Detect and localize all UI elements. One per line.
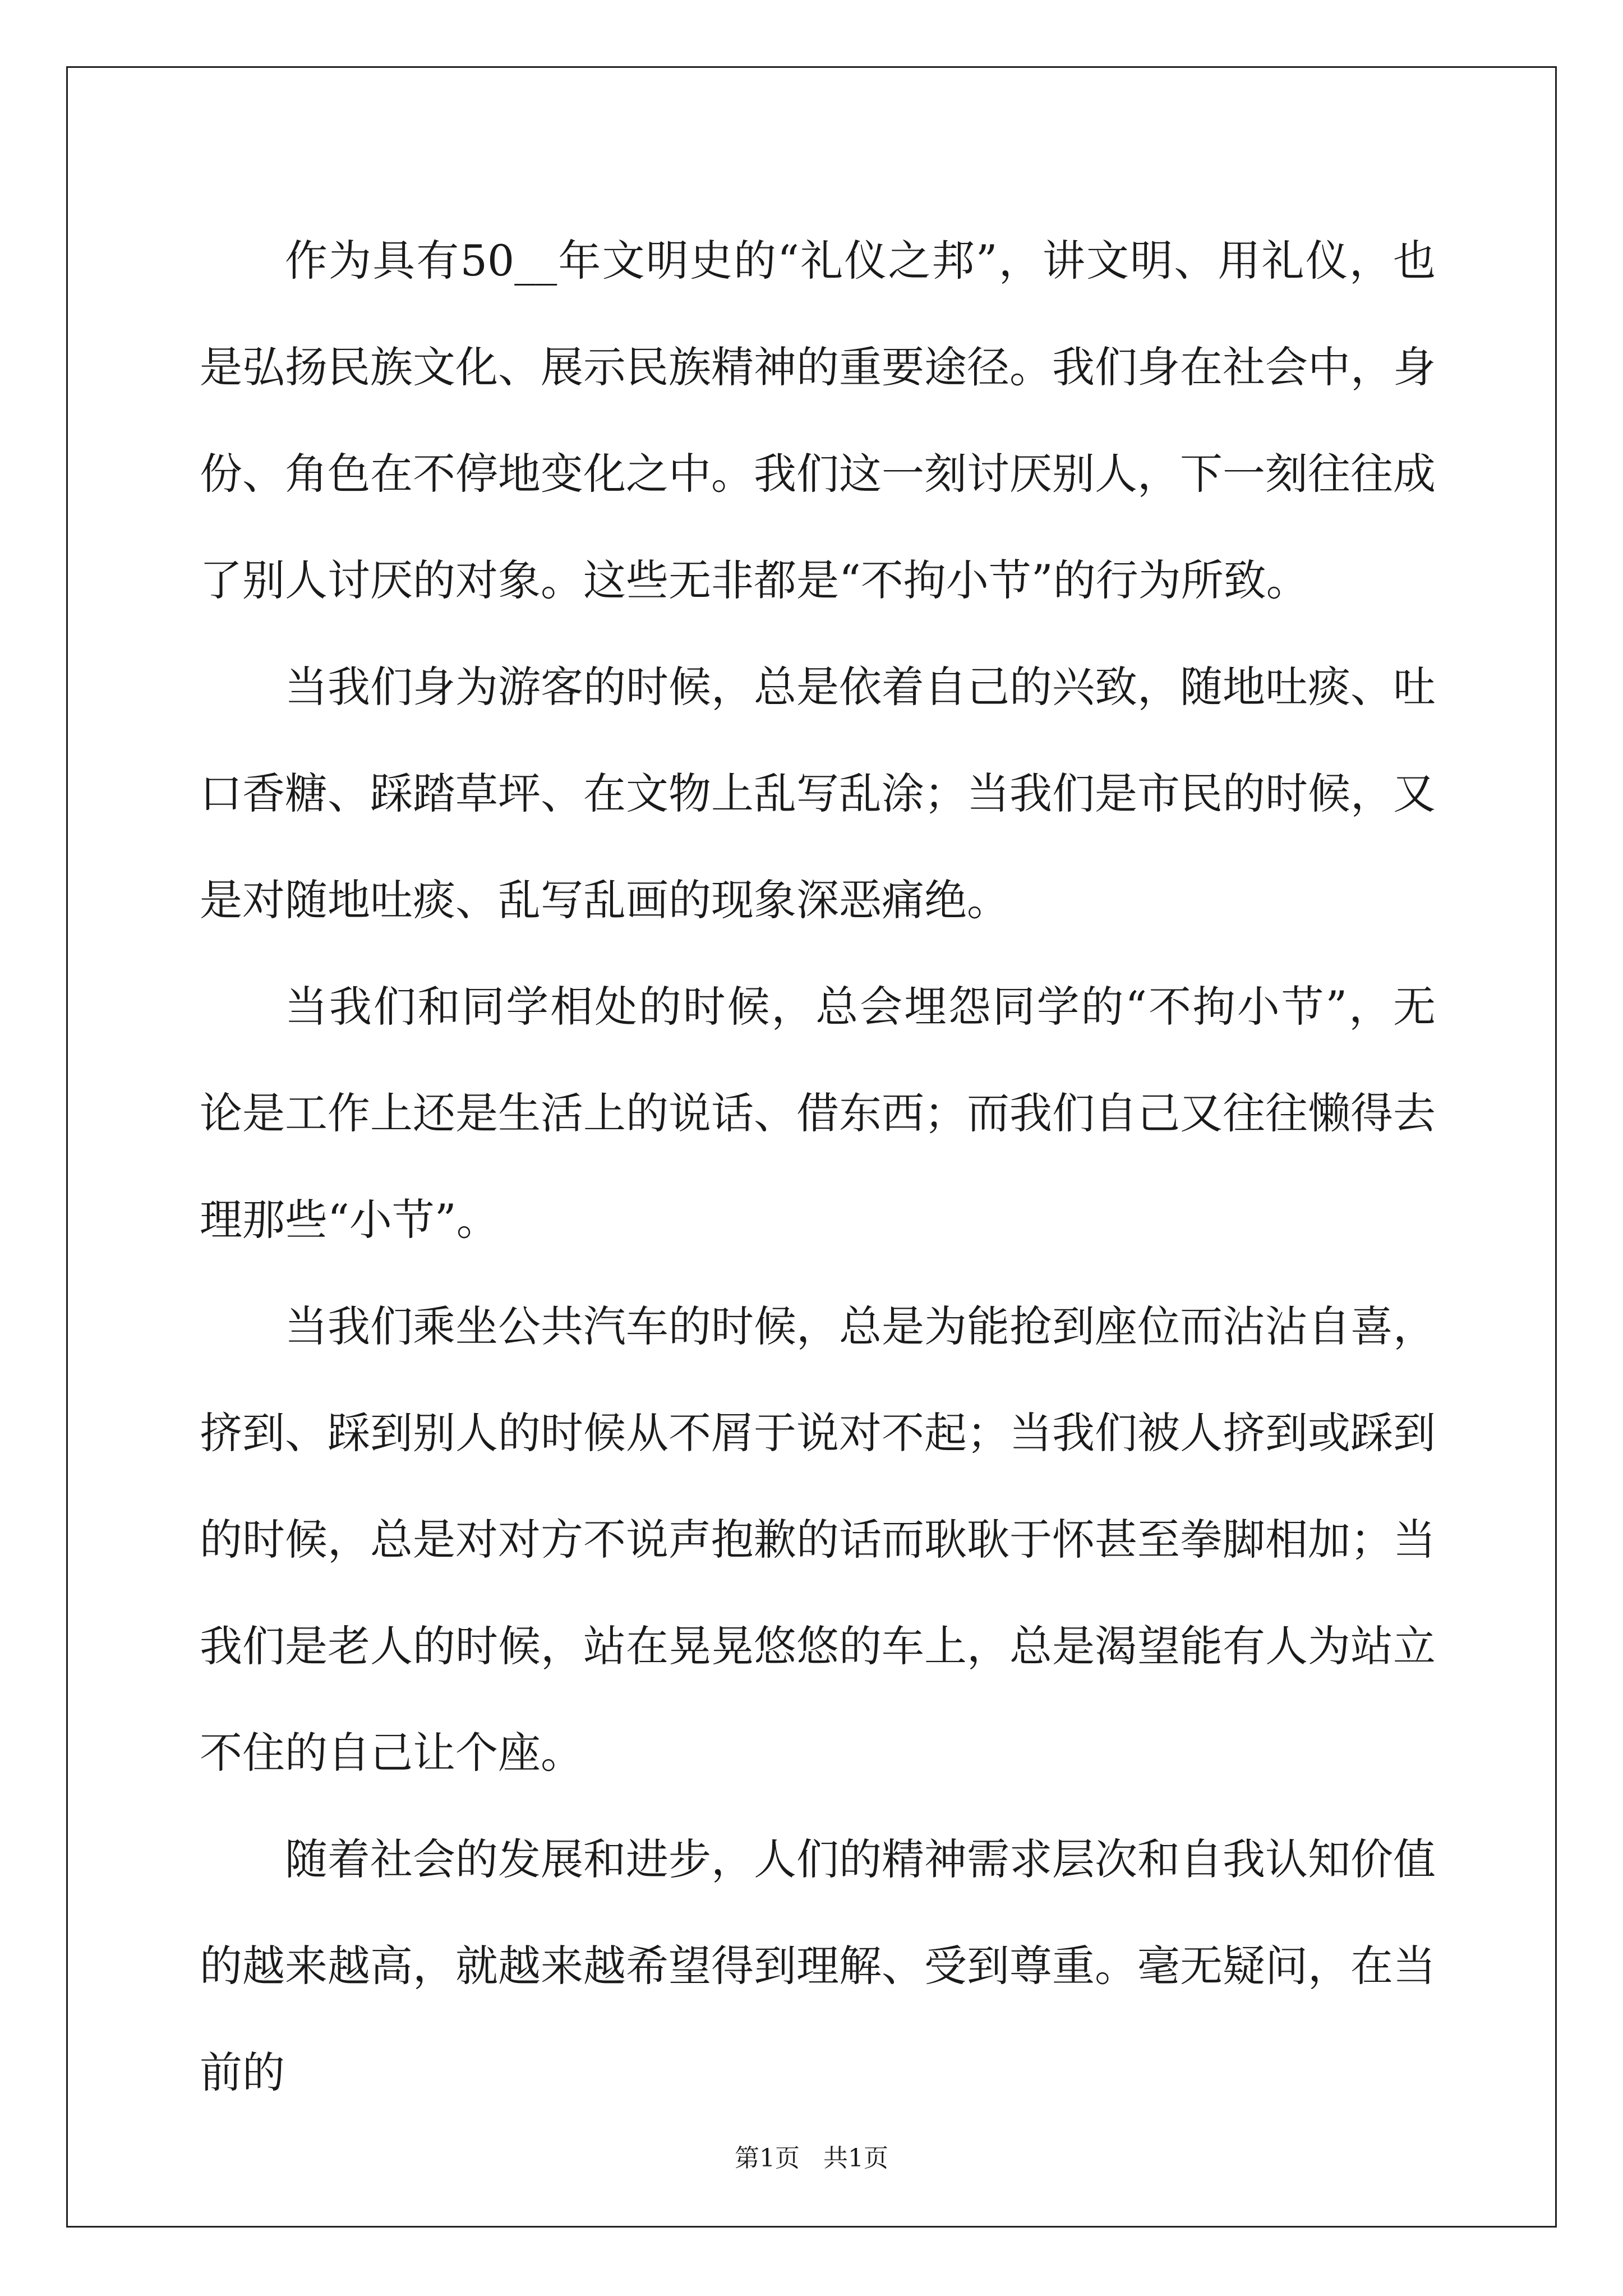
- page-footer: [0, 2142, 1623, 2175]
- page-total: 共1页: [823, 2144, 888, 2173]
- paragraph-5: 随着社会的发展和进步，人们的精神需求层次和自我认知价值的越来越高，就越来越希望得到理解、受到尊重。毫无疑问，在当前的: [200, 1834, 1436, 2097]
- paragraph-4: 当我们乘坐公共汽车的时候，总是为能抢到座位而沾沾自喜，挤到、踩到别人的时候从不屑于说对不起；当我们被人挤到或踩到的时候，总是对对方不说声抱歉的话而耿耿于怀甚至拳脚相加；当我们是老人的时候，站在晃晃悠悠的车上，总是渴望能有人为站立不住的自己让个座。: [200, 1301, 1436, 1778]
- document-body: [200, 208, 1436, 2126]
- paragraph-3: 当我们和同学相处的时候，总会埋怨同学的“不拘小节”，无论是工作上还是生活上的说话、借东西；而我们自己又往往懒得去理那些“小节”。: [200, 982, 1436, 1245]
- paragraph-1: 作为具有50__年文明史的“礼仪之邦”，讲文明、用礼仪，也是弘扬民族文化、展示民族精神的重要途径。我们身在社会中，身份、角色在不停地变化之中。我们这一刻讨厌别人，下一刻往往成了别人讨厌的对象。这些无非都是“不拘小节”的行为所致。: [200, 236, 1436, 605]
- page-number: 第1页: [735, 2144, 800, 2173]
- paragraph-2: 当我们身为游客的时候，总是依着自己的兴致，随地吐痰、吐口香糖、踩踏草坪、在文物上乱写乱涂；当我们是市民的时候，又是对随地吐痰、乱写乱画的现象深恶痛绝。: [200, 662, 1436, 925]
